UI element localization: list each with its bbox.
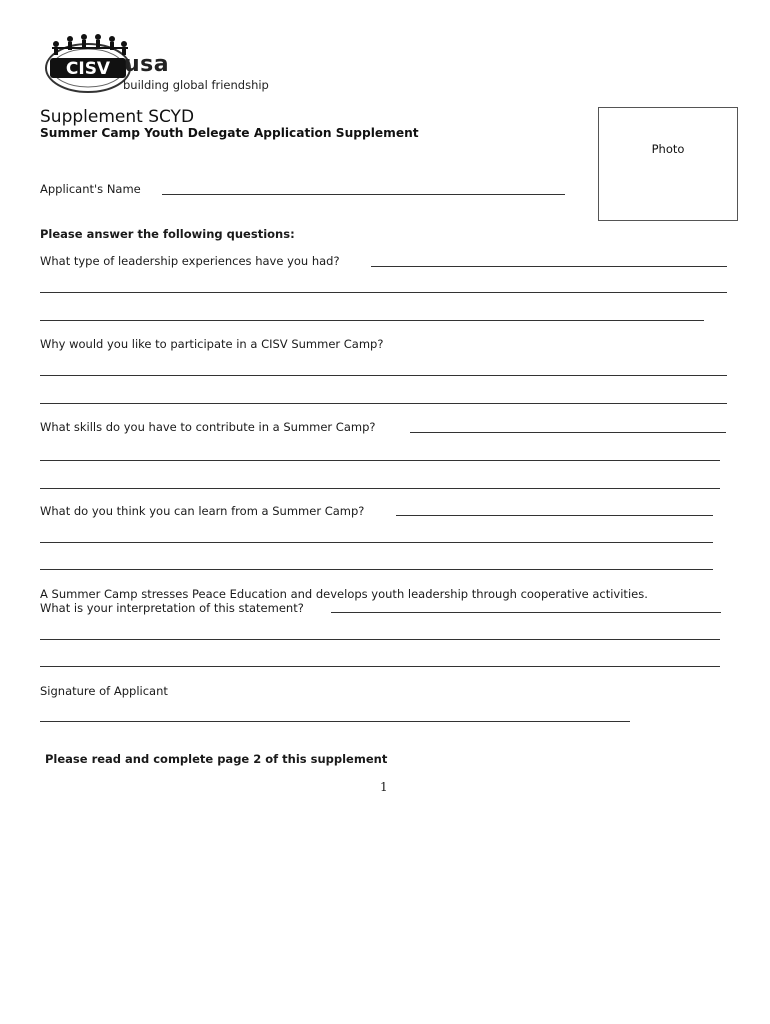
- answer-1-line-1[interactable]: [371, 266, 727, 267]
- form-subtitle: Summer Camp Youth Delegate Application Supplement: [40, 126, 419, 140]
- answer-1-line-2[interactable]: [40, 292, 727, 293]
- form-title: Supplement SCYD: [40, 107, 195, 127]
- answer-3-line-3[interactable]: [40, 488, 720, 489]
- answer-3-line-1[interactable]: [410, 432, 726, 433]
- answer-3-line-2[interactable]: [40, 460, 720, 461]
- question-1: What type of leadership experiences have you had?: [40, 254, 340, 268]
- answer-2-line-2[interactable]: [40, 403, 727, 404]
- photo-label: Photo: [651, 142, 685, 156]
- signature-label: Signature of Applicant: [40, 684, 168, 698]
- applicant-name-field[interactable]: [162, 194, 565, 195]
- photo-box[interactable]: [598, 107, 738, 221]
- answer-4-line-3[interactable]: [40, 569, 713, 570]
- logo-suffix: usa: [124, 52, 170, 77]
- logo-tagline: building global friendship: [123, 78, 269, 92]
- answer-1-line-3[interactable]: [40, 320, 704, 321]
- answer-5-line-3[interactable]: [40, 666, 720, 667]
- page-number: 1: [380, 780, 388, 794]
- question-5-line-1: A Summer Camp stresses Peace Education and develops youth leadership through cooperative activities.: [40, 587, 648, 601]
- question-3: What skills do you have to contribute in a Summer Camp?: [40, 420, 376, 434]
- answer-5-line-1[interactable]: [331, 612, 721, 613]
- answer-4-line-1[interactable]: [396, 515, 713, 516]
- applicant-name-label: Applicant's Name: [40, 182, 141, 196]
- question-5-line-2: What is your interpretation of this statement?: [40, 601, 304, 615]
- question-2: Why would you like to participate in a CISV Summer Camp?: [40, 337, 384, 351]
- answer-4-line-2[interactable]: [40, 542, 713, 543]
- instructions: Please answer the following questions:: [40, 227, 295, 241]
- svg-text:CISV: CISV: [65, 59, 111, 79]
- signature-field[interactable]: [40, 721, 630, 722]
- answer-2-line-1[interactable]: [40, 375, 727, 376]
- footer-note: Please read and complete page 2 of this supplement: [45, 752, 388, 766]
- answer-5-line-2[interactable]: [40, 639, 720, 640]
- question-4: What do you think you can learn from a Summer Camp?: [40, 504, 365, 518]
